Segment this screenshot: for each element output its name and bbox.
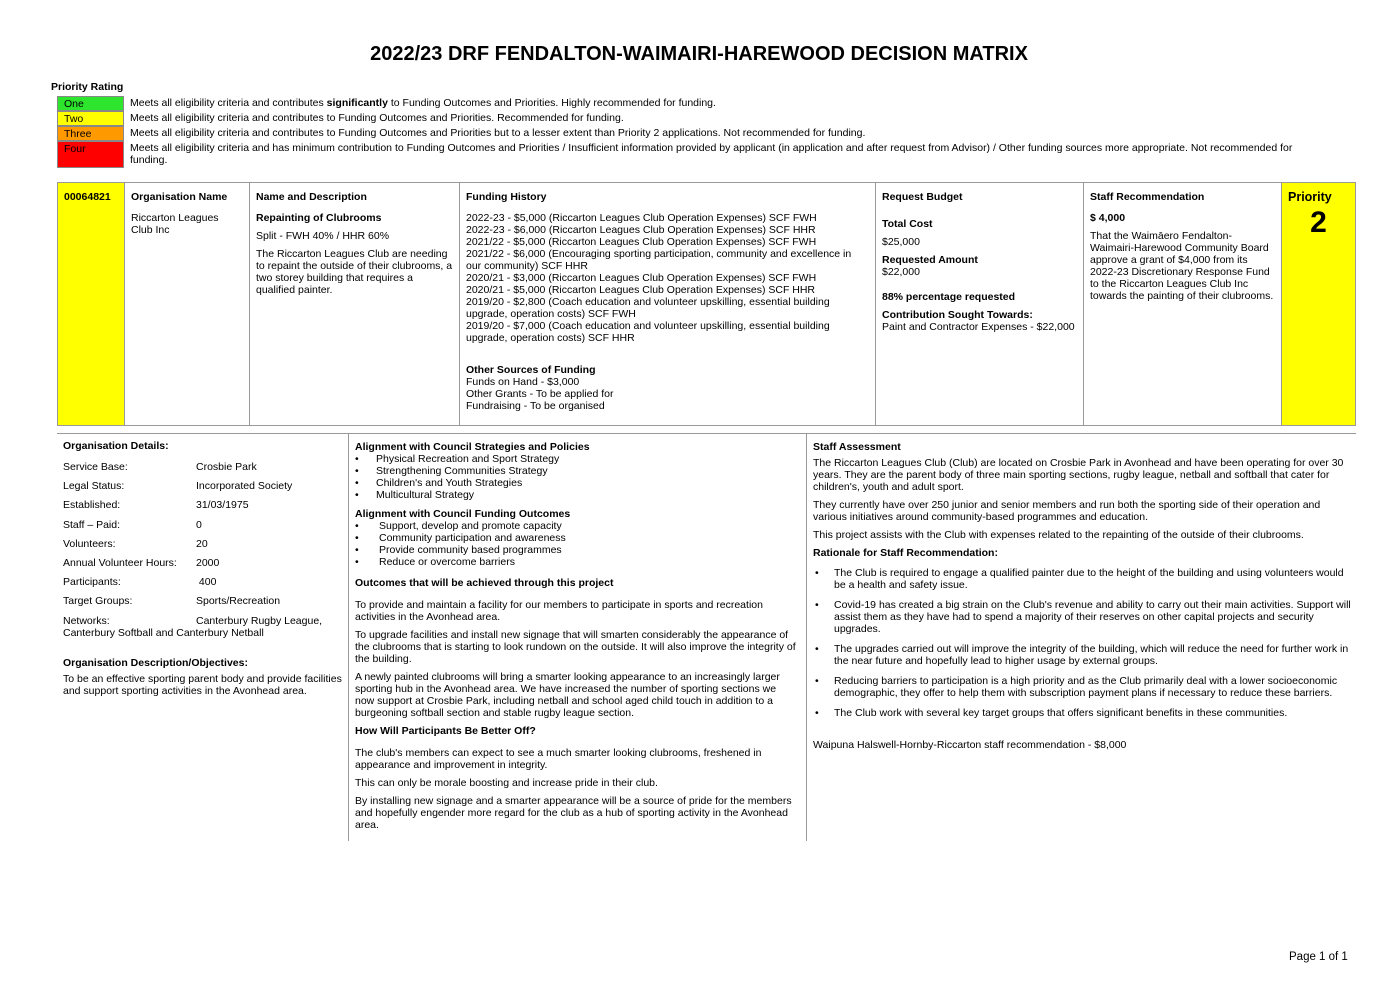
- list-item: • Reduce or overcome barriers: [355, 556, 797, 568]
- strategies-header: Alignment with Council Strategies and Policies: [355, 441, 590, 453]
- organisation-name: Riccarton Leagues Club Inc: [131, 212, 219, 236]
- section-divider: [57, 433, 1356, 434]
- achieve-header: Outcomes that will be achieved through this project: [355, 577, 614, 589]
- detail-value: 31/03/1975: [196, 499, 249, 512]
- staff-assessment: [813, 440, 1353, 751]
- organisation-details: [63, 440, 343, 697]
- staff-recommendation-column: [1084, 183, 1282, 425]
- organisation-header: Organisation Name: [131, 191, 228, 203]
- other-sources-header: Other Sources of Funding: [466, 364, 596, 376]
- history-entry: 2022-23 - $5,000 (Riccarton Leagues Club Operation Expenses) SCF FWH: [466, 212, 817, 224]
- priority-column: [1282, 183, 1355, 425]
- detail-row: [63, 499, 343, 518]
- better-off-paragraph: This can only be morale boosting and increase pride in their club.: [355, 777, 658, 789]
- project-title: Repainting of Clubrooms: [256, 212, 382, 224]
- detail-label: Legal Status:: [63, 480, 125, 493]
- list-item: • The Club work with several key target groups that offers significant benefits in these communities.: [813, 707, 1353, 719]
- requested-amount-value: $22,000: [882, 266, 920, 278]
- list-item: • Community participation and awareness: [355, 532, 797, 544]
- recommended-amount: $ 4,000: [1090, 212, 1126, 224]
- history-entry: 2022-23 - $6,000 (Riccarton Leagues Club Operation Expenses) SCF HHR: [466, 224, 816, 236]
- list-item: • Multicultural Strategy: [355, 489, 797, 501]
- staff-recommendation-header: Staff Recommendation: [1090, 191, 1205, 203]
- detail-value: Incorporated Society: [196, 480, 293, 493]
- detail-value: Crosbie Park: [196, 461, 257, 473]
- better-off-header: How Will Participants Be Better Off?: [355, 725, 536, 737]
- detail-value: 0: [196, 518, 202, 531]
- funding-history-column: [460, 183, 876, 425]
- application-id: 00064821: [58, 183, 125, 425]
- recommendation-text: That the Waimāero Fendalton-Waimairi-Harewood Community Board approve a grant of $4,000 from its 2022-23 Discretionary Response Fund to the Riccarton Leagues Club Inc towards the painting of their clubrooms.: [1090, 230, 1274, 302]
- column-divider: [348, 433, 349, 841]
- column-divider: [806, 433, 807, 841]
- list-item: • Strengthening Communities Strategy: [355, 465, 797, 477]
- percentage-requested: 88% percentage requested: [882, 291, 1016, 303]
- page-title: 2022/23 DRF FENDALTON-WAIMAIRI-HAREWOOD DECISION MATRIX: [370, 43, 1028, 65]
- funding-history-header: Funding History: [466, 191, 547, 203]
- detail-value: 400: [196, 576, 217, 589]
- priority-row-two: [57, 111, 1347, 126]
- request-budget-header: Request Budget: [882, 191, 963, 203]
- detail-row: [63, 615, 343, 627]
- history-entry: 2019/20 - $2,800 (Coach education and volunteer upskilling, essential building upgrade, operation costs) SCF FWH: [466, 296, 830, 320]
- application-table: [57, 182, 1356, 426]
- history-entry: 2020/21 - $3,000 (Riccarton Leagues Club Operation Expenses) SCF FWH: [466, 272, 817, 284]
- outcomes-header: Alignment with Council Funding Outcomes: [355, 508, 571, 520]
- detail-label: Networks:: [63, 614, 110, 627]
- assessment-paragraph: The Riccarton Leagues Club (Club) are located on Crosbie Park in Avonhead and have been operating for over 30 years. They are the parent body of three main sporting sections, rugby league, netball and softball that cater for children's, youth and adult sport.: [813, 457, 1344, 493]
- achieve-paragraph: To provide and maintain a facility for our members to participate in sports and recreation activities in the Avonhead area.: [355, 599, 763, 623]
- alignment-section: [355, 440, 797, 831]
- assessment-paragraph: This project assists with the Club with expenses related to the repainting of the outside of their clubrooms.: [813, 529, 1304, 541]
- detail-row: [63, 519, 343, 538]
- other-source: Fundraising - To be organised: [466, 400, 605, 412]
- contribution-label: Contribution Sought Towards:: [882, 309, 1033, 321]
- list-item: • Children's and Youth Strategies: [355, 477, 797, 489]
- priority-swatch: Four: [57, 141, 124, 168]
- better-off-paragraph: By installing new signage and a smarter appearance will be a source of pride for the members and hopefully engender more regard for the club as a hub of sporting activity in the Avonhead area.: [355, 795, 792, 831]
- rationale-list: [813, 567, 1353, 719]
- history-entry: 2019/20 - $7,000 (Coach education and volunteer upskilling, essential building upgrade, operation costs) SCF HHR: [466, 320, 830, 344]
- priority-value: 2: [1310, 206, 1327, 239]
- contribution-value: Paint and Contractor Expenses - $22,000: [882, 321, 1075, 333]
- better-off-paragraph: The club's members can expect to see a much smarter looking clubrooms, freshened in appearance and improvement in integrity.: [355, 747, 762, 771]
- organisation-column: [125, 183, 250, 425]
- priority-rating-label: Priority Rating: [51, 81, 124, 93]
- name-description-column: [250, 183, 460, 425]
- list-item: • The Club is required to engage a qualified painter due to the height of the building and using volunteers would be a health and safety issue.: [813, 567, 1353, 591]
- priority-label: Priority: [1288, 190, 1332, 204]
- priority-row-three: [57, 126, 1347, 141]
- priority-description: Meets all eligibility criteria and contributes to Funding Outcomes and Priorities but to a lesser extent than Priority 2 applications. Not recommended for funding.: [130, 127, 866, 139]
- detail-row: [63, 480, 343, 499]
- outcomes-list: [355, 520, 797, 568]
- detail-label: Established:: [63, 499, 121, 512]
- request-budget-column: [876, 183, 1084, 425]
- requested-amount-label: Requested Amount: [882, 254, 978, 266]
- priority-description: Meets all eligibility criteria and contributes significantly to Funding Outcomes and Priorities. Highly recommended for funding.: [130, 97, 716, 109]
- networks-continued: Canterbury Softball and Canterbury Netball: [63, 626, 264, 639]
- total-cost-label: Total Cost: [882, 218, 933, 230]
- detail-label: Participants:: [63, 576, 121, 589]
- list-item: • Covid-19 has created a big strain on the Club's revenue and ability to carry out their main activities. Support will assist them as they have had to spend a majority of their reserves on other capital projects and security upgrades.: [813, 599, 1353, 635]
- funding-split: Split - FWH 40% / HHR 60%: [256, 230, 390, 242]
- detail-value: Canterbury Rugby League,: [196, 614, 323, 627]
- priority-description: Meets all eligibility criteria and contributes to Funding Outcomes and Priorities. Recommended for funding.: [130, 112, 624, 124]
- detail-label: Volunteers:: [63, 537, 116, 550]
- other-source: Funds on Hand - $3,000: [466, 376, 580, 388]
- list-item: • Reducing barriers to participation is a high priority and as the Club primarily deal with a lower socioeconomic demographic, they offer to help them with subscription payment plans if necessary to reduce these barriers.: [813, 675, 1353, 699]
- detail-row: [63, 557, 343, 576]
- priority-description: Meets all eligibility criteria and has minimum contribution to Funding Outcomes and Priorities / Insufficient information provided by applicant (in application and after request from Advisor) / Other funding sources more appropriate. Not recommended for funding.: [130, 142, 1293, 166]
- rationale-header: Rationale for Staff Recommendation:: [813, 547, 998, 559]
- detail-row: [63, 538, 343, 557]
- total-cost-value: $25,000: [882, 236, 920, 248]
- history-entry: 2020/21 - $5,000 (Riccarton Leagues Club Operation Expenses) SCF HHR: [466, 284, 816, 296]
- detail-label: Service Base:: [63, 461, 128, 473]
- assessment-paragraph: They currently have over 250 junior and senior members and run both the sporting side of their operation and various initiatives around community-based programmes and education.: [813, 499, 1321, 523]
- achieve-paragraph: A newly painted clubrooms will bring a smarter looking appearance to an increasingly larger sporting hub in the Avonhead area. We have increased the number of sporting sections we now support at Crosbie Park, including netball and school aged child touch in addition to a burgeoning softball section and stable rugby league section.: [355, 671, 780, 719]
- detail-value: 20: [196, 537, 208, 550]
- list-item: • Provide community based programmes: [355, 544, 797, 556]
- detail-label: Staff – Paid:: [63, 518, 121, 531]
- organisation-description: To be an effective sporting parent body and provide facilities and support sporting activities in the Avonhead area.: [63, 672, 342, 697]
- organisation-description-header: Organisation Description/Objectives:: [63, 656, 248, 669]
- list-item: • Physical Recreation and Sport Strategy: [355, 453, 797, 465]
- detail-row: [63, 576, 343, 595]
- detail-value: Sports/Recreation: [196, 595, 281, 608]
- detail-label: Annual Volunteer Hours:: [63, 556, 177, 569]
- name-description-header: Name and Description: [256, 191, 367, 203]
- list-item: • The upgrades carried out will improve the integrity of the building, which will reduce the need for further work in the near future and hopefully lead to higher usage by external groups.: [813, 643, 1353, 667]
- history-entry: 2021/22 - $5,000 (Riccarton Leagues Club Operation Expenses) SCF FWH: [466, 236, 817, 248]
- detail-value: 2000: [196, 556, 220, 569]
- detail-row: [63, 461, 343, 480]
- priority-row-one: [57, 96, 1347, 111]
- page-number: Page 1 of 1: [1289, 951, 1348, 963]
- strategies-list: [355, 453, 797, 501]
- project-description: The Riccarton Leagues Club are needing to repaint the outside of their clubrooms, a two storey building that requires a qualified painter.: [256, 248, 453, 296]
- other-source: Other Grants - To be applied for: [466, 388, 614, 400]
- priority-swatch: One: [57, 96, 124, 111]
- other-board-recommendation: Waipuna Halswell-Hornby-Riccarton staff recommendation - $8,000: [813, 739, 1127, 751]
- staff-assessment-header: Staff Assessment: [813, 441, 901, 453]
- history-entry: 2021/22 - $6,000 (Encouraging sporting participation, community and excellence in our community) SCF HHR: [466, 248, 852, 272]
- organisation-details-header: Organisation Details:: [63, 440, 169, 452]
- list-item: • Support, develop and promote capacity: [355, 520, 797, 532]
- achieve-paragraph: To upgrade facilities and install new signage that will smarten considerably the appearance of the clubrooms that is starting to look rundown on the outside. It will also improve the integrity of the building.: [355, 629, 796, 665]
- priority-swatch: Three: [57, 126, 124, 141]
- detail-row: [63, 595, 343, 614]
- priority-row-four: [57, 141, 1347, 168]
- detail-label: Target Groups:: [63, 595, 133, 608]
- priority-swatch: Two: [57, 111, 124, 126]
